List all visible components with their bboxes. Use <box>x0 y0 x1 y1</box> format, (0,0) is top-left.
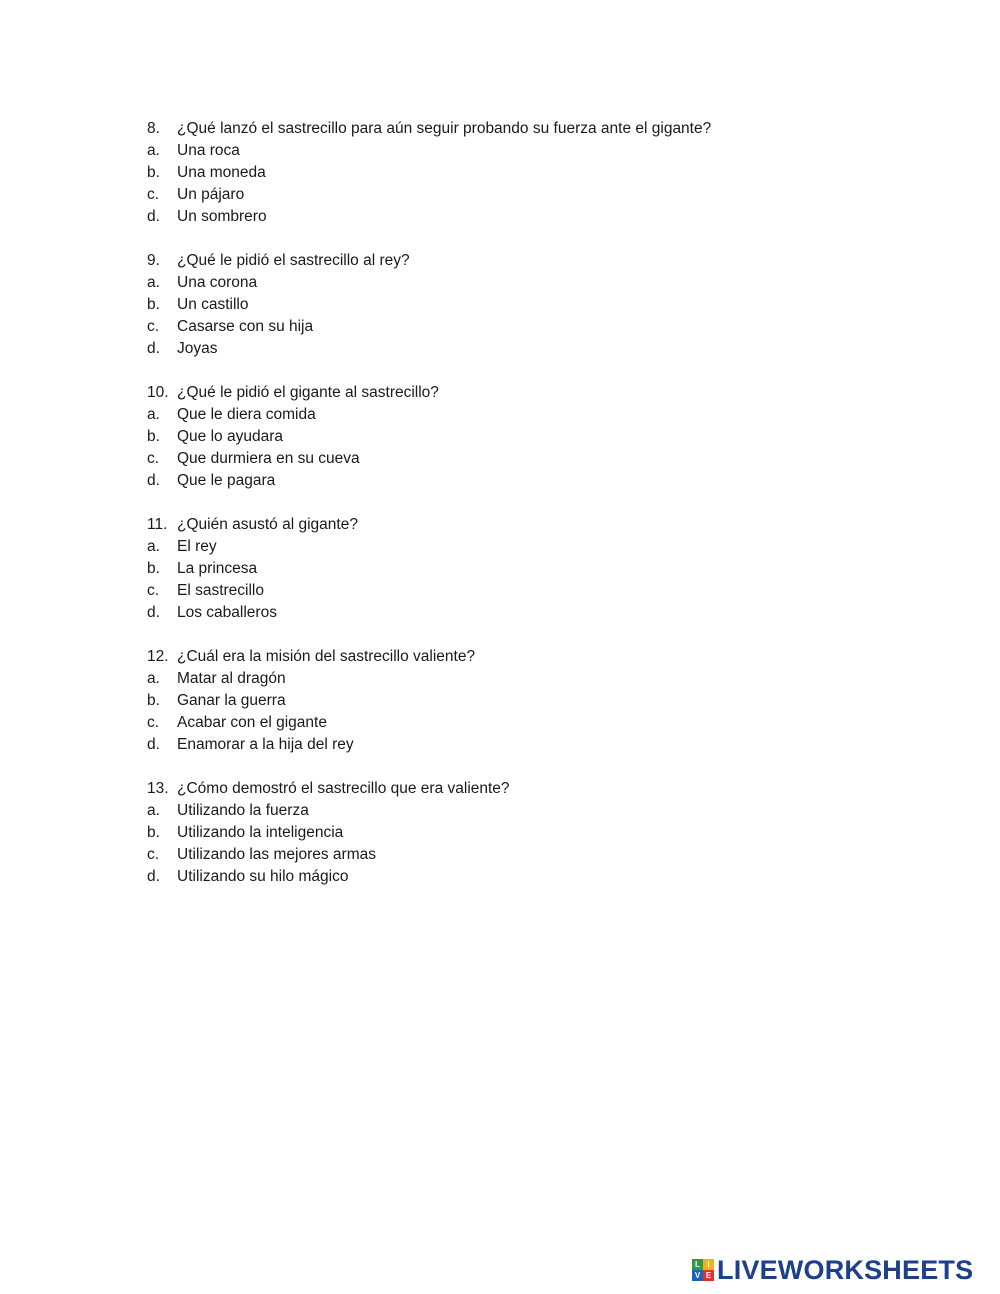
answer-option[interactable] <box>147 690 907 712</box>
option-letter: c. <box>147 582 160 599</box>
option-text: Acabar con el gigante <box>177 714 327 731</box>
option-text: Que lo ayudara <box>177 428 283 445</box>
answer-option[interactable] <box>147 448 907 470</box>
answer-option[interactable] <box>147 294 907 316</box>
logo-mark-tile: V <box>692 1270 703 1281</box>
question-list <box>147 118 907 910</box>
option-text: Enamorar a la hija del rey <box>177 736 354 753</box>
option-text: Que le pagara <box>177 472 276 489</box>
option-text: Matar al dragón <box>177 670 286 687</box>
option-text: Que durmiera en su cueva <box>177 450 360 467</box>
question-number: 12. <box>147 648 169 665</box>
question-line <box>147 514 907 536</box>
question-line <box>147 250 907 272</box>
question-line <box>147 778 907 800</box>
option-text: Una roca <box>177 142 240 159</box>
logo-mark-tile: L <box>692 1259 703 1270</box>
answer-option[interactable] <box>147 712 907 734</box>
answer-option[interactable] <box>147 316 907 338</box>
question-text: ¿Qué lanzó el sastrecillo para aún seguir probando su fuerza ante el gigante? <box>177 120 712 137</box>
option-letter: c. <box>147 846 160 863</box>
option-letter: b. <box>147 560 160 577</box>
question-text: ¿Qué le pidió el sastrecillo al rey? <box>177 252 410 269</box>
option-text: Utilizando su hilo mágico <box>177 868 349 885</box>
answer-option[interactable] <box>147 338 907 360</box>
option-letter: a. <box>147 670 160 687</box>
question-block <box>147 118 907 228</box>
question-block <box>147 250 907 360</box>
answer-option[interactable] <box>147 580 907 602</box>
liveworksheets-logo <box>692 1256 973 1284</box>
option-letter: b. <box>147 824 160 841</box>
option-text: Una corona <box>177 274 258 291</box>
option-letter: d. <box>147 208 160 225</box>
option-text: Ganar la guerra <box>177 692 286 709</box>
option-text: Un pájaro <box>177 186 245 203</box>
question-text: ¿Qué le pidió el gigante al sastrecillo? <box>177 384 439 401</box>
question-line <box>147 646 907 668</box>
question-text: ¿Cuál era la misión del sastrecillo valiente? <box>177 648 476 665</box>
liveworksheets-logo-mark-icon <box>692 1259 714 1281</box>
answer-option[interactable] <box>147 404 907 426</box>
option-letter: c. <box>147 714 160 731</box>
answer-option[interactable] <box>147 734 907 756</box>
option-letter: b. <box>147 296 160 313</box>
answer-option[interactable] <box>147 470 907 492</box>
option-text: Un sombrero <box>177 208 267 225</box>
question-text: ¿Quién asustó al gigante? <box>177 516 358 533</box>
answer-option[interactable] <box>147 162 907 184</box>
answer-option[interactable] <box>147 668 907 690</box>
question-number: 10. <box>147 384 169 401</box>
option-letter: c. <box>147 186 160 203</box>
answer-option[interactable] <box>147 558 907 580</box>
logo-mark-tile: E <box>703 1270 714 1281</box>
option-text: Utilizando la fuerza <box>177 802 309 819</box>
question-block <box>147 646 907 756</box>
question-line <box>147 382 907 404</box>
option-text: Joyas <box>177 340 218 357</box>
option-text: El rey <box>177 538 217 555</box>
question-line <box>147 118 907 140</box>
option-text: Los caballeros <box>177 604 277 621</box>
option-text: Que le diera comida <box>177 406 316 423</box>
answer-option[interactable] <box>147 140 907 162</box>
option-letter: a. <box>147 802 160 819</box>
question-number: 9. <box>147 252 160 269</box>
answer-option[interactable] <box>147 272 907 294</box>
answer-option[interactable] <box>147 800 907 822</box>
answer-option[interactable] <box>147 184 907 206</box>
option-text: Una moneda <box>177 164 266 181</box>
answer-option[interactable] <box>147 822 907 844</box>
option-letter: d. <box>147 340 160 357</box>
option-letter: a. <box>147 406 160 423</box>
option-text: El sastrecillo <box>177 582 264 599</box>
question-number: 8. <box>147 120 160 137</box>
logo-mark-tile: I <box>703 1259 714 1270</box>
logo-text: LIVEWORKSHEETS <box>717 1254 974 1285</box>
option-letter: c. <box>147 318 160 335</box>
question-text: ¿Cómo demostró el sastrecillo que era valiente? <box>177 780 510 797</box>
answer-option[interactable] <box>147 426 907 448</box>
option-letter: c. <box>147 450 160 467</box>
option-letter: a. <box>147 142 160 159</box>
question-block <box>147 382 907 492</box>
option-letter: d. <box>147 472 160 489</box>
question-block <box>147 514 907 624</box>
answer-option[interactable] <box>147 536 907 558</box>
question-number: 11. <box>147 516 168 533</box>
option-letter: a. <box>147 538 160 555</box>
option-text: La princesa <box>177 560 258 577</box>
answer-option[interactable] <box>147 602 907 624</box>
answer-option[interactable] <box>147 206 907 228</box>
answer-option[interactable] <box>147 844 907 866</box>
option-letter: d. <box>147 736 160 753</box>
option-letter: b. <box>147 164 160 181</box>
option-letter: a. <box>147 274 160 291</box>
option-text: Utilizando la inteligencia <box>177 824 344 841</box>
answer-option[interactable] <box>147 866 907 888</box>
option-letter: b. <box>147 428 160 445</box>
option-letter: d. <box>147 604 160 621</box>
option-text: Casarse con su hija <box>177 318 314 335</box>
option-letter: b. <box>147 692 160 709</box>
option-letter: d. <box>147 868 160 885</box>
question-block <box>147 778 907 888</box>
question-number: 13. <box>147 780 169 797</box>
option-text: Utilizando las mejores armas <box>177 846 376 863</box>
option-text: Un castillo <box>177 296 249 313</box>
